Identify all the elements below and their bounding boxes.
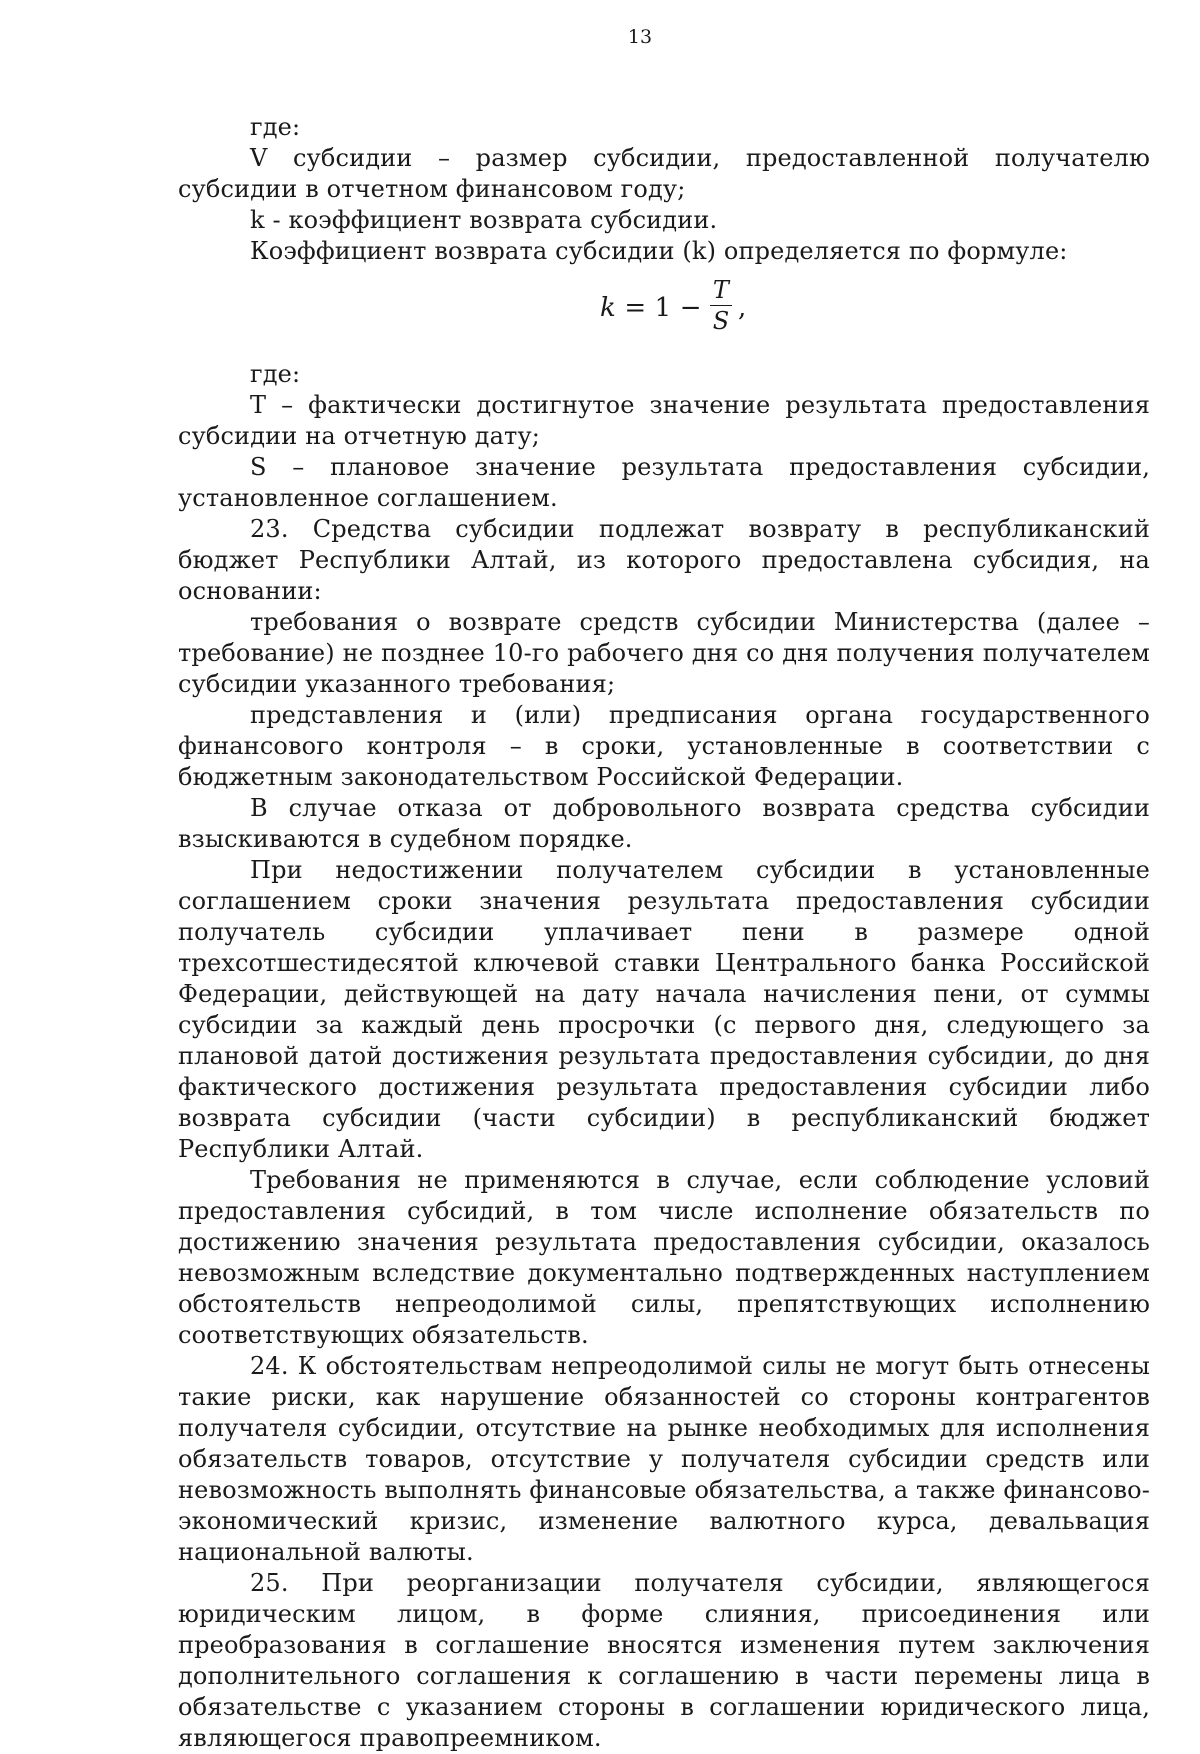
formula-lhs	[600, 293, 702, 324]
paragraph-k-coefficient: k - коэффициент возврата субсидии.	[250, 206, 718, 234]
paragraph-24: 24. К обстоятельствам непреодолимой силы не могут быть отнесены такие риски, как нарушение обязанностей со стороны контрагентов получателя субсидии, отсутствие на рынке необходимых для исполнения обязательств товаров, отсутствие у получателя субсидии средств или невозможность выполнять финансовые обязательства, а также финансово-экономический кризис, изменение валютного курса, девальвация национальной валюты.	[178, 1352, 1150, 1566]
paragraph-v-subsidy: V субсидии – размер субсидии, предоставленной получателю субсидии в отчетном финансовом году;	[178, 144, 1150, 203]
paragraph-t-definition: T – фактически достигнутое значение результата предоставления субсидии на отчетную дату;	[178, 391, 1150, 450]
formula-numerator: T	[712, 276, 730, 304]
paragraph-23-court: В случае отказа от добровольного возврата средства субсидии взыскиваются в судебном порядке.	[178, 794, 1150, 853]
page-number: 13	[627, 26, 653, 48]
paragraph-25: 25. При реорганизации получателя субсидии, являющегося юридическим лицом, в форме слияния, присоединения или преобразования в соглашение вносятся изменения путем заключения дополнительного соглашения к соглашению в части перемены лица в обязательстве с указанием стороны в соглашении юридического лица, являющегося правопреемником.	[178, 1569, 1150, 1752]
formula-k: k	[600, 293, 616, 323]
paragraph-23-penalty: При недостижении получателем субсидии в установленные соглашением сроки значения результата предоставления субсидии получатель субсидии уплачивает пени в размере одной трехсотшестидесятой ключевой ставки Центрального банка Российской Федерации, действующей на дату начала начисления пени, от суммы субсидии за каждый день просрочки (с первого дня, следующего за плановой датой достижения результата предоставления субсидии, до дня фактического достижения результата предоставления субсидии либо возврата субсидии (части субсидии) в республиканский бюджет Республики Алтай.	[178, 856, 1150, 1163]
paragraph-23-force-majeure: Требования не применяются в случае, если соблюдение условий предоставления субсидий, в том числе исполнение обязательств по достижению значения результата предоставления субсидии, оказалось невозможным вследствие документально подтвержденных наступлением обстоятельств непреодолимой силы, препятствующих исполнению соответствующих обязательств.	[178, 1166, 1150, 1349]
paragraph-23-control: представления и (или) предписания органа государственного финансового контроля – в сроки, установленные в соответствии с бюджетным законодательством Российской Федерации.	[178, 701, 1150, 791]
paragraph-s-definition: S – плановое значение результата предоставления субсидии, установленное соглашением.	[178, 453, 1150, 512]
paragraph-23-requirement: требования о возврате средств субсидии Министерства (далее – требование) не позднее 10-го рабочего дня со дня получения получателем субсидии указанного требования;	[178, 608, 1150, 698]
paragraph-23: 23. Средства субсидии подлежат возврату в республиканский бюджет Республики Алтай, из которого предоставлена субсидия, на основании:	[178, 515, 1150, 605]
paragraph-gde-1: где:	[250, 113, 301, 141]
formula-comma: ,	[738, 293, 747, 323]
formula-denominator: S	[712, 307, 730, 335]
formula-equals-one-minus: = 1 −	[615, 293, 702, 323]
paragraph-gde-2: где:	[250, 360, 301, 388]
document-body	[178, 112, 1150, 1754]
formula-fraction	[708, 275, 734, 336]
return-coefficient-formula	[178, 276, 1150, 345]
paragraph-formula-intro: Коэффициент возврата субсидии (k) определяется по формуле:	[250, 237, 1068, 265]
